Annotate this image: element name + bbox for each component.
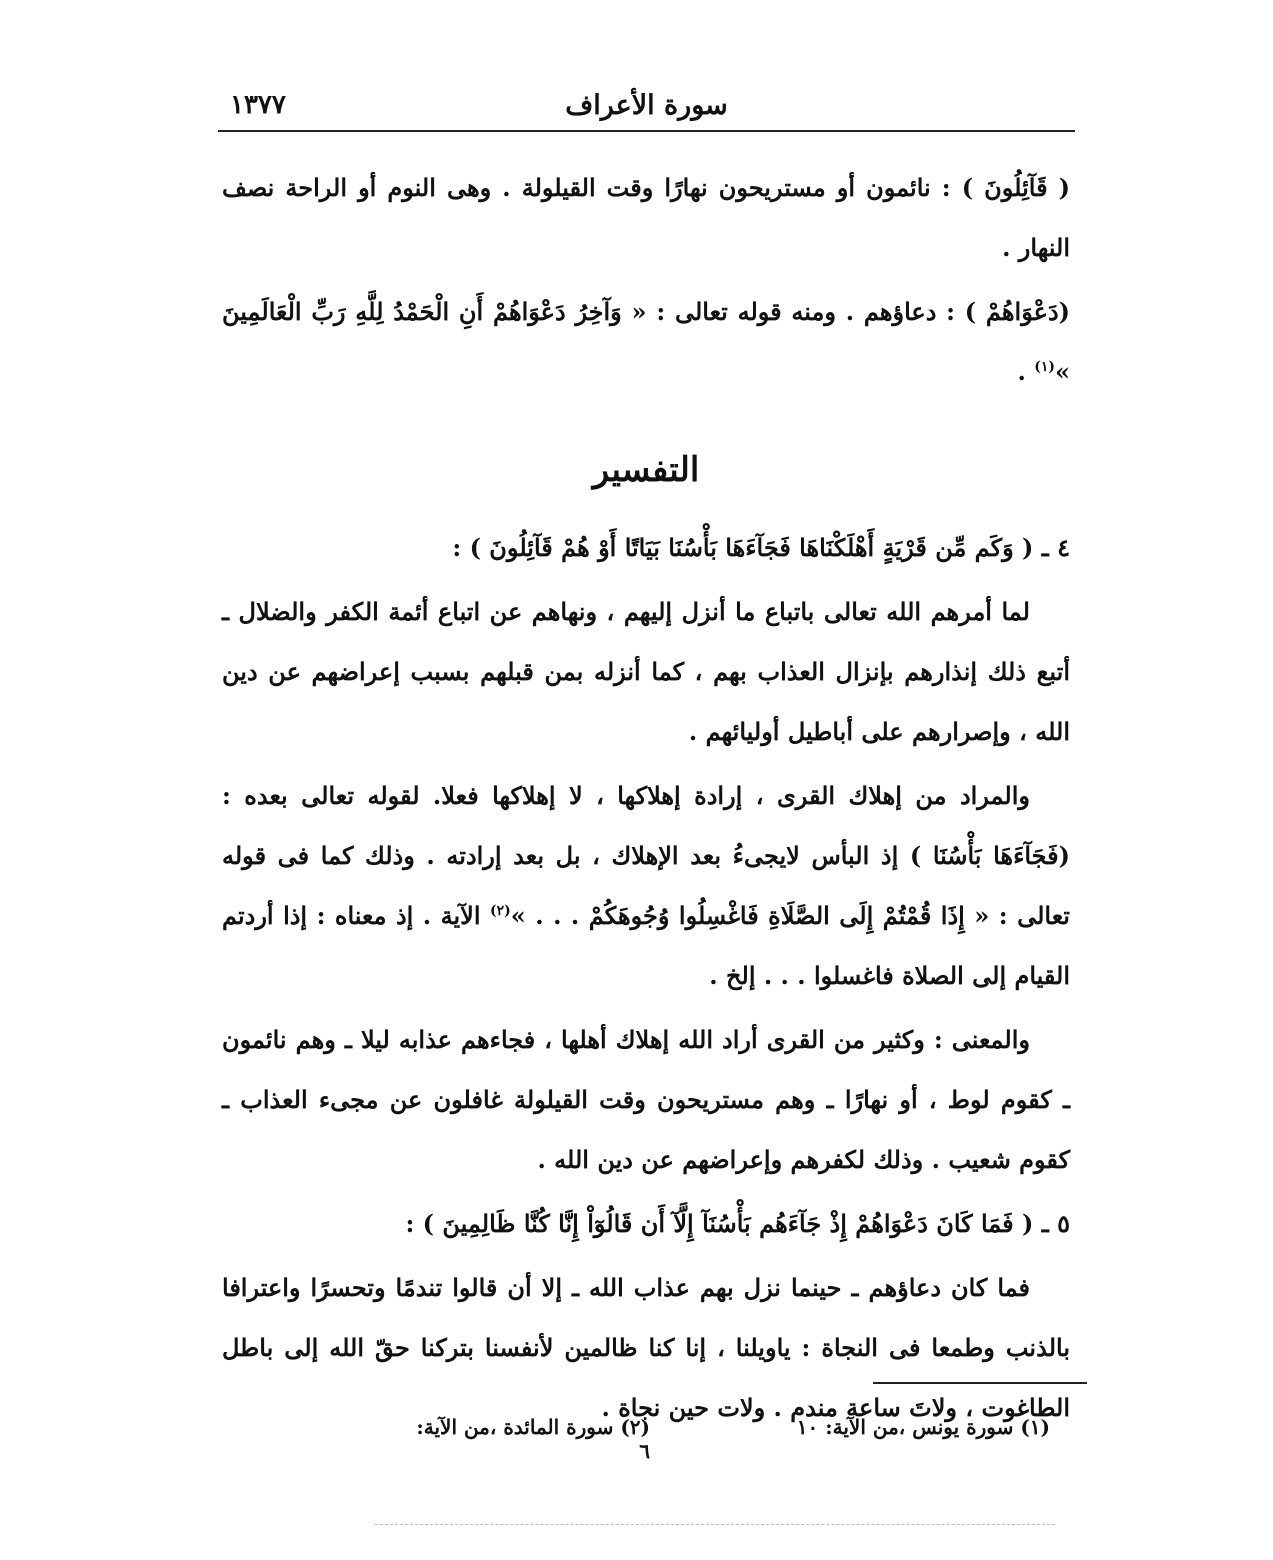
header-divider xyxy=(218,130,1075,132)
glossary-text-2: (دَعْوَاهُمْ ) : دعاؤهم . ومنه قوله تعالى : « وَآخِرُ دَعْوَاهُمْ أَنِ الْحَمْدُ لِلَّهِ رَبِّ الْعَالَمِينَ » xyxy=(222,297,1070,386)
page-number: ١٣٧٧ xyxy=(230,90,286,120)
glossary-entry-qailun xyxy=(222,158,1070,278)
paragraph-2 xyxy=(222,766,1070,1006)
glossary-text-1: ( قَآئِلُونَ ) : نائمون أو مستريحون نهارًا وقت القيلولة . وهى النوم أو الراحة نصف النهار . xyxy=(222,173,1070,262)
page-header xyxy=(218,88,1075,126)
footnote-ref-1: (١) xyxy=(1034,359,1055,375)
footnote-2: (٢) سورة المائدة ،من الآية: ٦ xyxy=(416,1415,650,1463)
paragraph-1: لما أمرهم الله تعالى باتباع ما أنزل إليهم ، ونهاهم عن اتباع أئمة الكفر والضلال ـ أتبع ذلك إنذارهم بإنزال العذاب بهم ، كما أنزله بمن قبلهم بسبب إعراضهم عن دين الله ، وإصرارهم على أباطيل أوليائهم . xyxy=(222,597,1070,746)
paragraph-3: والمعنى : وكثير من القرى أراد الله إهلاك أهلها ، فجاءهم عذابه ليلا ـ وهم نائمون ـ كقوم لوط ، أو نهارًا ـ وهم مستريحون وقت القيلولة غافلون عن مجىء العذاب ـ كقوم شعيب . وذلك لكفرهم وإعراضهم عن دين الله . xyxy=(222,1025,1070,1174)
scan-edge-line xyxy=(375,1524,1055,1525)
footnote-divider xyxy=(873,1382,1087,1384)
page-body xyxy=(222,158,1070,1442)
paragraph-2-part-a: والمراد من إهلاك القرى ، إرادة إهلاكها ، لا إهلاكها فعلا. لقوله تعالى بعده : (فَجَآءَهَا بَأْسُنَا ) إذ البأس لايجىءُ بعد الإهلاك ، بل بعد إرادته . وذلك كما فى قوله تعالى : « إِذَا قُمْتُمْ إِلَى الصَّلَاةِ فَاغْسِلُوا وُجُوهَكُمْ . . . » xyxy=(222,781,1070,930)
footnote-1: (١) سورة يونس ،من الآية: ١٠ xyxy=(796,1415,1050,1439)
paragraph-2-part-b: الآية . إذ معناه : إذا أردتم القيام إلى الصلاة فاغسلوا . . . إلخ . xyxy=(222,901,1070,990)
section-title: التفسير xyxy=(592,450,700,490)
verse-5: ٥ ـ ( فَمَا كَانَ دَعْوَاهُمْ إِذْ جَآءَهُم بَأْسُنَآ إِلَّآ أَن قَالُوٓاْ إِنَّا كُنَّا ظَالِمِينَ ) : xyxy=(405,1209,1070,1238)
paragraph-4: فما كان دعاؤهم ـ حينما نزل بهم عذاب الله ـ إلا أن قالوا تندمًا وتحسرًا واعترافا بالذنب وطمعا فى النجاة : ياويلنا ، إنا كنا ظالمين لأنفسنا بتركنا حقّ الله إلى باطل الطاغوت ، ولاتَ ساعة مندم . ولات حين نجاة . xyxy=(222,1273,1070,1422)
footnotes xyxy=(400,1415,1050,1463)
footnote-ref-2: (٢) xyxy=(489,903,511,919)
glossary-entry-dawahum: (دَعْوَاهُمْ ) : دعاؤهم . ومنه قوله تعالى : « وَآخِرُ دَعْوَاهُمْ أَنِ الْحَمْدُ لِلَّهِ رَبِّ الْعَالَمِينَ »$^{(١)}$ . xyxy=(222,297,1070,386)
surah-title: سورة الأعراف xyxy=(565,90,728,121)
verse-4: ٤ ـ ( وَكَم مِّن قَرْيَةٍ أَهْلَكْنَاهَا فَجَآءَهَا بَأْسُنَا بَيَاتًا أَوْ هُمْ قَآئِلُونَ ) : xyxy=(452,533,1070,562)
